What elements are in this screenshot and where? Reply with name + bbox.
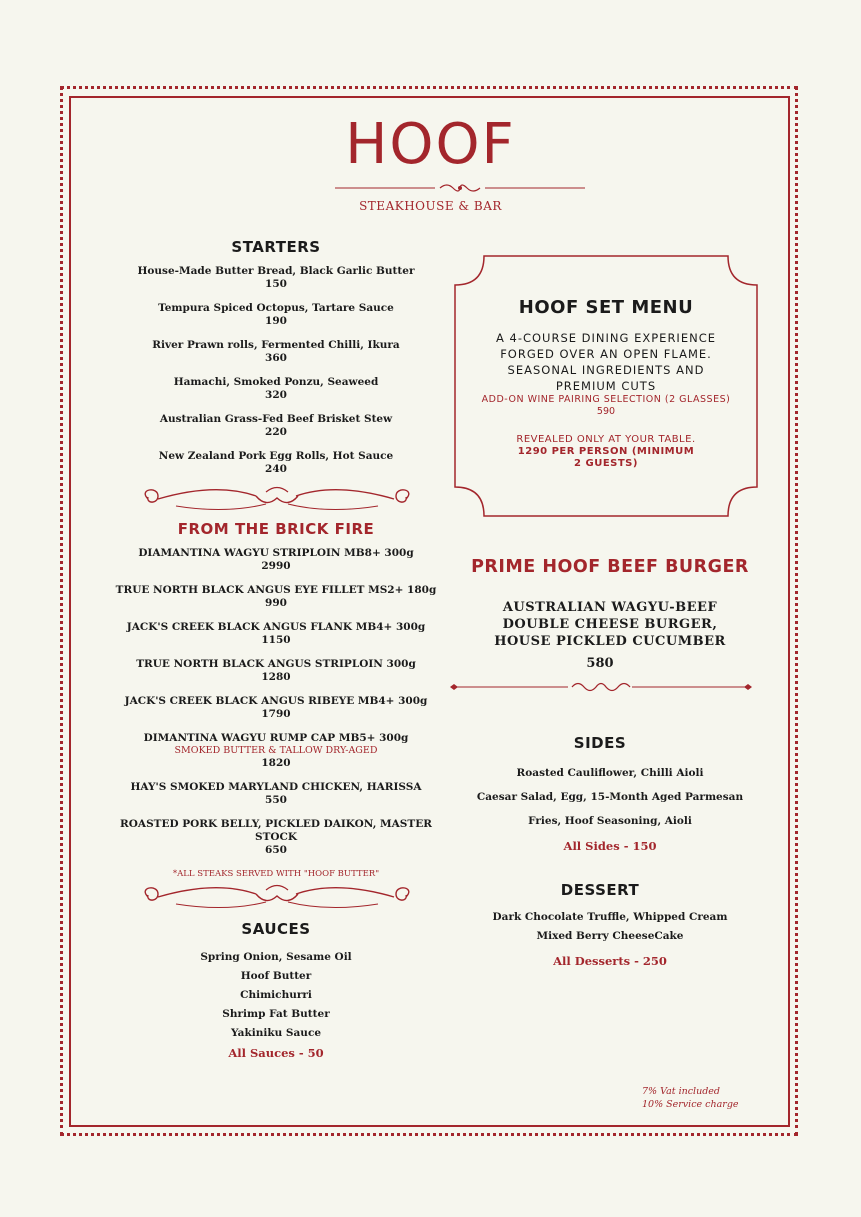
item-price: 220 <box>265 426 287 438</box>
restaurant-tagline: STEAKHOUSE & BAR <box>359 199 502 213</box>
brick-fire-heading: FROM THE BRICK FIRE <box>177 520 375 538</box>
dessert-list <box>445 911 775 979</box>
list-item: Fries, Hoof Seasoning, Aioli <box>528 815 692 827</box>
wine-price: 590 <box>596 406 616 417</box>
sauces-heading: SAUCES <box>241 920 311 938</box>
dessert-price: All Desserts - 250 <box>553 954 667 968</box>
list-item: Yakiniku Sauce <box>230 1027 322 1039</box>
item-price: 990 <box>265 597 287 609</box>
sides-heading: SIDES <box>573 734 627 752</box>
vat-note: 7% Vat included <box>642 1086 720 1097</box>
list-item: Roasted Cauliflower, Chilli Aioli <box>516 767 704 779</box>
list-item <box>100 658 452 683</box>
item-price: 1820 <box>261 757 291 769</box>
wine-pairing: ADD-ON WINE PAIRING SELECTION (2 GLASSES) <box>481 394 731 405</box>
item-name: JACK'S CREEK BLACK ANGUS RIBEYE MB4+ 300g <box>124 695 428 707</box>
starters-heading: STARTERS <box>231 238 321 256</box>
list-item <box>100 621 452 646</box>
item-name: TRUE NORTH BLACK ANGUS EYE FILLET MS2+ 180g <box>115 584 437 596</box>
burger-description: AUSTRALIAN WAGYU-BEEF DOUBLE CHEESE BURGER, HOUSE PICKLED CUCUMBER <box>494 600 726 649</box>
list-item <box>100 818 452 856</box>
list-item: Mixed Berry CheeseCake <box>536 930 684 942</box>
item-name: DIMANTINA WAGYU RUMP CAP MB5+ 300g <box>143 732 409 744</box>
dessert-heading: DESSERT <box>560 881 640 899</box>
list-item <box>100 781 452 806</box>
item-name: Tempura Spiced Octopus, Tartare Sauce <box>158 302 394 314</box>
item-name: House-Made Butter Bread, Black Garlic Butter <box>137 265 415 277</box>
title-divider-ornament <box>335 180 585 196</box>
item-price: 320 <box>265 389 287 401</box>
sides-price: All Sides - 150 <box>563 839 657 853</box>
brick-fire-list <box>100 547 452 880</box>
item-price: 190 <box>265 315 287 327</box>
set-menu-revealed: REVEALED ONLY AT YOUR TABLE. <box>516 434 696 445</box>
list-item: Spring Onion, Sesame Oil <box>200 951 352 963</box>
item-name: TRUE NORTH BLACK ANGUS STRIPLOIN 300g <box>136 658 416 670</box>
flourish-ornament <box>136 484 418 514</box>
item-name: River Prawn rolls, Fermented Chilli, Ikura <box>152 339 400 351</box>
service-note: 10% Service charge <box>642 1099 739 1110</box>
list-item: Hoof Butter <box>240 970 312 982</box>
steak-footnote: *ALL STEAKS SERVED WITH "HOOF BUTTER" <box>172 869 380 879</box>
item-name: ROASTED PORK BELLY, PICKLED DAIKON, MASTER STOCK <box>120 818 432 843</box>
item-name: Australian Grass-Fed Beef Brisket Stew <box>159 413 393 425</box>
list-item <box>100 695 452 720</box>
list-item <box>100 584 452 609</box>
list-item <box>100 413 452 438</box>
set-menu-content <box>454 297 758 470</box>
item-name: DIAMANTINA WAGYU STRIPLOIN MB8+ 300g <box>138 547 414 559</box>
footer-notes <box>642 1085 739 1111</box>
list-item <box>100 339 452 364</box>
burger-price: 580 <box>586 656 614 671</box>
item-name: HAY'S SMOKED MARYLAND CHICKEN, HARISSA <box>130 781 422 793</box>
list-item <box>100 450 452 475</box>
sauces-price: All Sauces - 50 <box>228 1046 324 1060</box>
list-item <box>100 732 452 769</box>
list-item: Caesar Salad, Egg, 15-Month Aged Parmesan <box>476 791 744 803</box>
list-item <box>100 547 452 572</box>
set-menu-description: A 4-COURSE DINING EXPERIENCE FORGED OVER AN OPEN FLAME. SEASONAL INGREDIENTS AND PREMIUM CUTS <box>495 331 716 393</box>
item-name: JACK'S CREEK BLACK ANGUS FLANK MB4+ 300g <box>126 621 426 633</box>
set-menu-heading: HOOF SET MENU <box>518 297 694 318</box>
list-item <box>100 376 452 401</box>
sides-list <box>445 767 775 864</box>
set-menu-price: 1290 PER PERSON (MINIMUM 2 GUESTS) <box>517 446 695 469</box>
item-price: 150 <box>265 278 287 290</box>
item-price: 550 <box>265 794 287 806</box>
item-name: New Zealand Pork Egg Rolls, Hot Sauce <box>158 450 394 462</box>
item-note: SMOKED BUTTER & TALLOW DRY-AGED <box>174 745 378 756</box>
item-price: 1280 <box>261 671 291 683</box>
list-item <box>100 302 452 327</box>
item-price: 2990 <box>261 560 291 572</box>
burger-divider-ornament <box>450 678 752 696</box>
list-item: Chimichurri <box>240 989 312 1001</box>
list-item: Dark Chocolate Truffle, Whipped Cream <box>492 911 728 923</box>
item-price: 1150 <box>261 634 291 646</box>
burger-heading: PRIME HOOF BEEF BURGER <box>471 557 749 577</box>
list-item <box>100 265 452 290</box>
starters-list <box>100 265 452 487</box>
restaurant-title: HOOF <box>345 112 516 177</box>
item-price: 650 <box>265 844 287 856</box>
list-item: Shrimp Fat Butter <box>222 1008 330 1020</box>
item-name: Hamachi, Smoked Ponzu, Seaweed <box>173 376 379 388</box>
sauces-list <box>100 951 452 1071</box>
item-price: 360 <box>265 352 287 364</box>
item-price: 240 <box>265 463 287 475</box>
flourish-ornament <box>136 882 418 912</box>
item-price: 1790 <box>261 708 291 720</box>
